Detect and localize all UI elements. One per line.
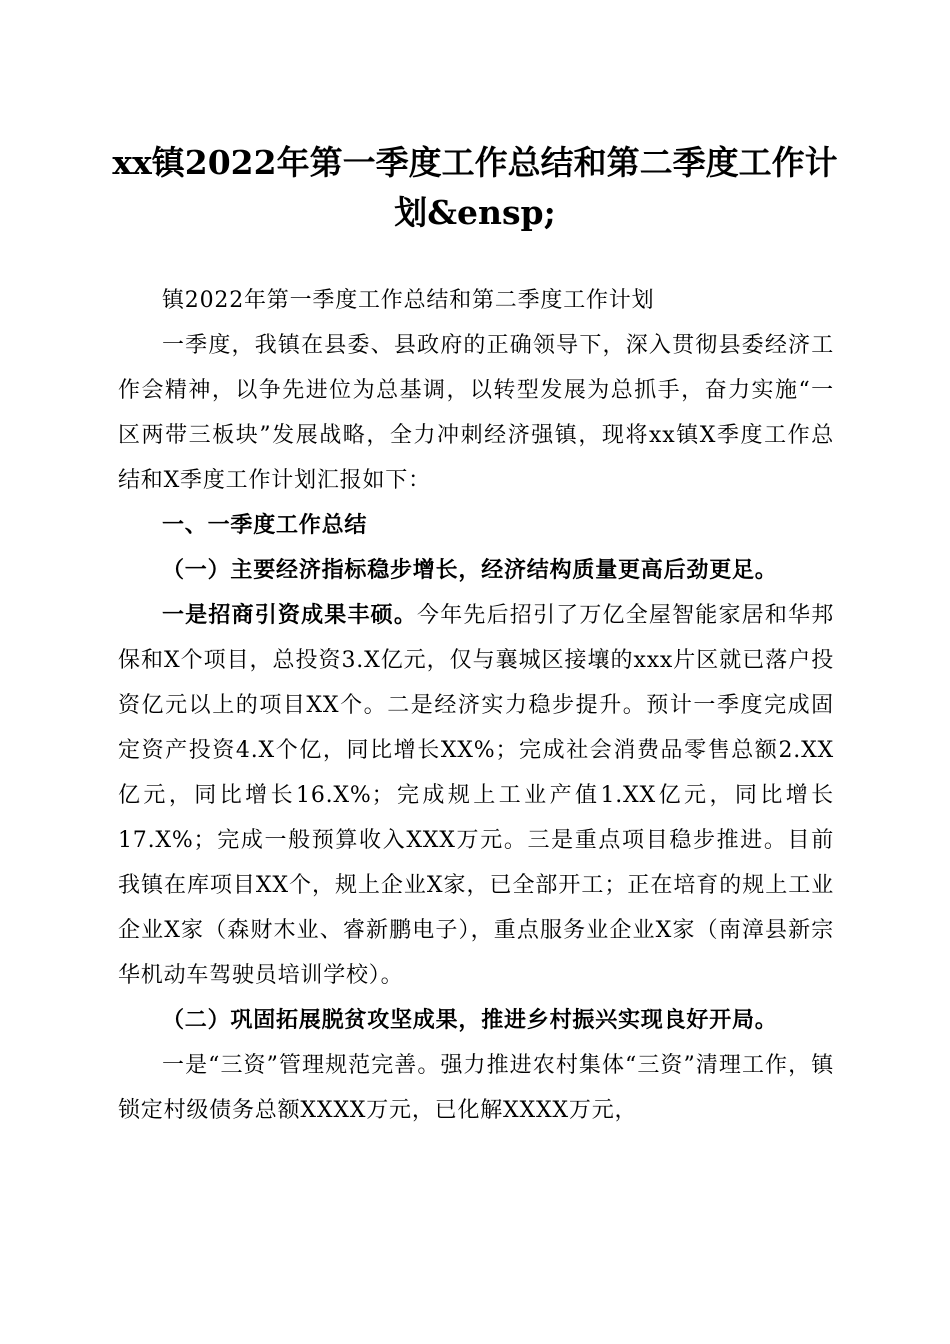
document-body — [118, 278, 834, 1133]
section-heading-summary: 一、一季度工作总结 — [162, 513, 368, 538]
economy-paragraph — [118, 593, 834, 998]
subsection-heading-poverty: （二）巩固拓展脱贫攻坚成果，推进乡村振兴实现良好开局。 — [162, 1007, 778, 1033]
economy-paragraph-lead: 一是招商引资成果丰硕。 — [162, 602, 418, 628]
document-title: xx镇2022年第一季度工作总结和第二季度工作计划&ensp; — [112, 143, 838, 232]
intro-paragraph: 一季度，我镇在县委、县政府的正确领导下，深入贯彻县委经济工作会精神，以争先进位为总基调，以转型发展为总抓手，奋力实施“一区两带三板块”发展战略，全力冲刺经济强镇，现将xx镇X季度工作总结和X季度工作计划汇报如下： — [118, 333, 834, 493]
economy-paragraph-text: 今年先后招引了万亿全屋智能家居和华邦保和X个项目，总投资3.X亿元，仅与襄城区接壤的xxx片区就已落户投资亿元以上的项目XX个。二是经济实力稳步提升。预计一季度完成固定资产投资4.X个亿，同比增长XX%；完成社会消费品零售总额2.XX亿元，同比增长16.X%；完成规上工业产值1.XX亿元，同比增长17.X%；完成一般预算收入XXX万元。三是重点项目稳步推进。目前我镇在库项目XX个，规上企业X家，已全部开工；正在培育的规上工业企业X家（森财木业、睿新鹏电子），重点服务业企业X家（南漳县新宗华机动车驾驶员培训学校）。 — [118, 603, 834, 988]
assets-paragraph: 一是“三资”管理规范完善。强力推进农村集体“三资”清理工作，镇锁定村级债务总额XXXX万元，已化解XXXX万元， — [118, 1053, 834, 1123]
subsection-heading-economy: （一）主要经济指标稳步增长，经济结构质量更高后劲更足。 — [162, 557, 778, 583]
document-subtitle: 镇2022年第一季度工作总结和第二季度工作计划 — [162, 288, 655, 313]
